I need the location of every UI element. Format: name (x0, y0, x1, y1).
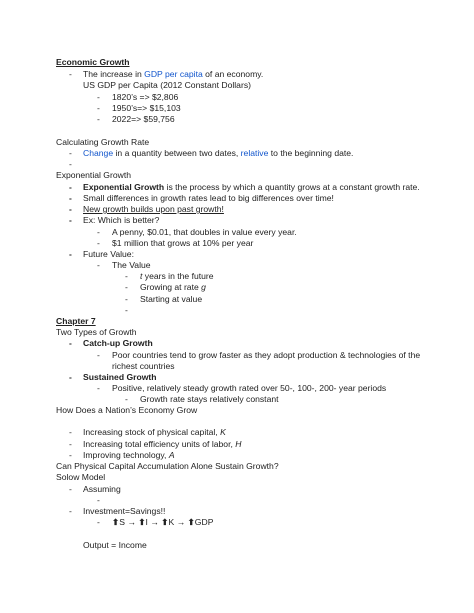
solow-model-label: Solow Model (56, 472, 106, 482)
bullet-dash: - (125, 394, 128, 404)
gdp-per-capita-link[interactable]: GDP per capita (144, 69, 203, 79)
future-value-starting: Starting at value (140, 294, 203, 304)
chain-investment: I (145, 517, 148, 527)
gdp-2022: 2022=> $59,756 (112, 114, 175, 124)
bullet-dash: - (97, 495, 100, 505)
investment-savings: Investment=Savings!! (83, 506, 166, 516)
catch-up-description-cont: richest countries (112, 361, 175, 371)
future-value-t-years: t years in the future (140, 271, 214, 281)
bullet-dash: - (69, 215, 72, 225)
up-arrow-icon: ⬆ (161, 517, 169, 527)
bullet-dash: - (69, 427, 72, 437)
bullet-dash: - (97, 103, 100, 113)
right-arrow-icon: → (127, 517, 136, 527)
up-arrow-icon: ⬆ (112, 517, 120, 527)
bullet-dash: - (69, 484, 72, 494)
bullet-dash: - (97, 350, 100, 360)
sustained-sub: Growth rate stays relatively constant (140, 394, 279, 404)
future-value-the-value: The Value (112, 260, 151, 270)
example-penny: A penny, $0.01, that doubles in value every year. (112, 227, 297, 237)
up-arrow-icon: ⬆ (138, 517, 146, 527)
grow-physical-capital: Increasing stock of physical capital, K (83, 427, 226, 437)
bullet-dash: - (97, 238, 100, 248)
exponential-definition: Exponential Growth is the process by which a quantity grows at a constant growth rate. (83, 182, 420, 192)
change-link[interactable]: Change (83, 148, 114, 158)
bullet-dash: - (125, 271, 128, 281)
output-equals-income: Output = Income (83, 540, 147, 550)
relative-link[interactable]: relative (240, 148, 269, 158)
exp-example-question: Ex: Which is better? (83, 215, 160, 225)
bullet-dash: - (97, 114, 100, 124)
right-arrow-icon: → (150, 517, 159, 527)
catch-up-description: Poor countries tend to grow faster as they adopt production & technologies of the (112, 350, 421, 360)
section-heading-physical-capital: Can Physical Capital Accumulation Alone Sustain Growth? (56, 461, 279, 471)
catch-up-growth-term: Catch-up Growth (83, 338, 153, 348)
section-heading-growth-rate: Calculating Growth Rate (56, 137, 150, 147)
bullet-dash: - (69, 450, 72, 460)
bullet-dash: - (97, 227, 100, 237)
bullet-dash: - (69, 69, 72, 79)
bullet-dash: - (69, 506, 72, 516)
bullet-dash: - (69, 193, 72, 203)
gdp-1820: 1820’s => $2,806 (112, 92, 179, 102)
section-heading-two-types: Two Types of Growth (56, 327, 137, 337)
sustained-growth-term: Sustained Growth (83, 372, 157, 382)
bullet-dash: - (125, 282, 128, 292)
section-heading-economic-growth: Economic Growth (56, 57, 130, 67)
sustained-description: Positive, relatively steady growth rated over 50-, 100-, 200- year periods (112, 383, 387, 393)
example-million: $1 million that grows at 10% per year (112, 238, 254, 248)
chain-savings: S (119, 517, 125, 527)
bullet-dash: - (97, 383, 100, 393)
bullet-dash: - (69, 182, 72, 192)
chain-capital: K (168, 517, 175, 527)
bullet-dash: - (97, 92, 100, 102)
bullet-dash: - (125, 294, 128, 304)
growth-rate-definition: Change in a quantity between two dates, relative to the beginning date. (83, 148, 354, 158)
assuming-label: Assuming (83, 484, 121, 494)
section-heading-exponential-growth: Exponential Growth (56, 170, 131, 180)
future-value-rate-g: Growing at rate g (140, 282, 206, 292)
bullet-dash: - (125, 305, 128, 315)
exp-point-new-growth: New growth builds upon past growth! (83, 204, 224, 214)
bullet-dash: - (69, 372, 72, 382)
grow-technology: Improving technology, A (83, 450, 175, 460)
section-heading-economy-grow: How Does a Nation’s Economy Grow (56, 405, 198, 415)
growth-chain (112, 517, 213, 528)
chain-gdp: GDP (194, 517, 214, 527)
bullet-dash: - (69, 204, 72, 214)
future-value-label: Future Value: (83, 249, 134, 259)
gdp-table-title: US GDP per Capita (2012 Constant Dollars) (83, 80, 251, 90)
gdp-1950: 1950’s=> $15,103 (112, 103, 181, 113)
grow-labor: Increasing total efficiency units of labor, H (83, 439, 242, 449)
chapter-heading: Chapter 7 (56, 316, 96, 326)
up-arrow-icon: ⬆ (187, 517, 195, 527)
right-arrow-icon: → (176, 517, 186, 527)
bullet-dash: - (69, 249, 72, 259)
bullet-dash: - (69, 148, 72, 158)
bullet-dash: - (97, 517, 100, 527)
bullet-dash: - (69, 159, 72, 169)
bullet-dash: - (69, 439, 72, 449)
bullet-dash: - (69, 338, 72, 348)
definition-line: The increase in GDP per capita of an economy. (83, 69, 264, 79)
exp-point-small-differences: Small differences in growth rates lead to big differences over time! (83, 193, 334, 203)
bullet-dash: - (97, 260, 100, 270)
